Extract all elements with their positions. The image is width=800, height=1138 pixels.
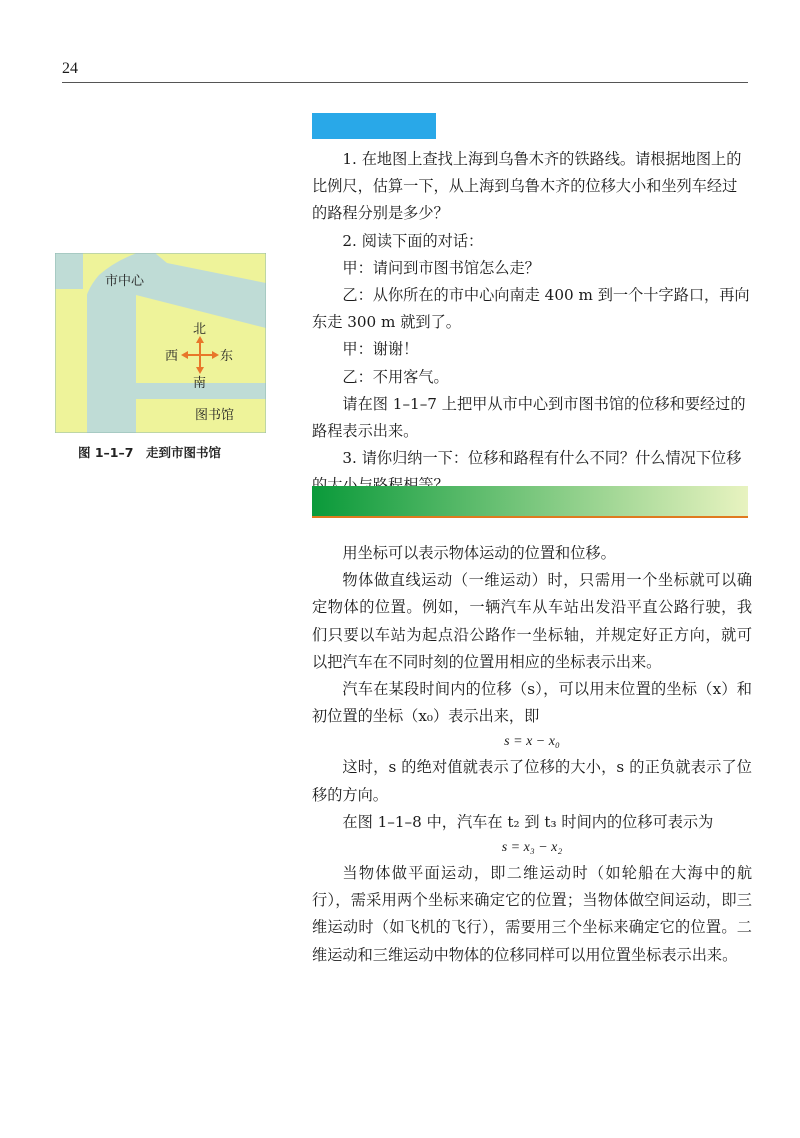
body-section [312,540,752,969]
dialogue-line: 乙：不用客气。 [342,367,449,386]
map-label-east: 东 [220,349,234,364]
body-paragraph: 汽车在某段时间内的位移（s），可以用末位置的坐标（x）和初位置的坐标（x₀）表示出来，即 [312,680,752,726]
body-paragraph: 在图 1–1–8 中，汽车在 t₂ 到 t₃ 时间内的位移可表示为 [342,812,714,831]
dialogue-line: 甲：谢谢！ [342,340,419,359]
figure-caption: 图 1–1–7 走到市图书馆 [78,445,221,460]
equation: s = x₃ − x₂ [501,840,563,856]
map-block-left [55,289,87,433]
map-illustration [55,253,266,433]
map-figure [55,253,266,433]
body-paragraph: 这时，s 的绝对值就表示了位移的大小，s 的正负就表示了位移的方向。 [312,758,752,804]
dialogue-line: 甲：请问到市图书馆怎么走？ [342,258,540,277]
activity-section [312,146,752,500]
section-header-rule [312,516,748,518]
map-label-city-center: 市中心 [105,274,145,289]
activity-item-2: 2. 阅读下面的对话： [342,231,484,250]
activity-item-1: 1. 在地图上查找上海到乌鲁木齐的铁路线。请根据地图上的比例尺，估算一下，从上海到乌鲁木齐的位移大小和坐列车经过的路程分别是多少？ [312,150,742,223]
equation: s = x − x₀ [504,734,560,750]
header-rule [62,82,748,83]
activity-item-3: 3. 请你归纳一下：位移和路程有什么不同？什么情况下位移 [342,449,742,468]
section-header-bar [312,486,748,516]
map-label-north: 北 [193,322,207,337]
dialogue-line: 乙：从你所在的市中心向南走 400 m 到一个十字路口，再向东走 300 m 就到了。 [312,286,750,332]
map-label-library: 图书馆 [195,408,235,423]
map-label-west: 西 [165,349,179,364]
body-paragraph: 物体做直线运动（一维运动）时，只需用一个坐标就可以确定物体的位置。例如，一辆汽车从车站出发沿平直公路行驶，我们只要以车站为起点沿公路作一坐标轴，并规定好正方向，就可以把汽车在不同时刻的位置用相应的坐标表示出来。 [312,571,752,671]
page-number: 24 [62,60,78,77]
activity-instruction: 请在图 1–1–7 上把甲从市中心到市图书馆的位移和要经过的路程表示出来。 [312,394,746,441]
activity-header-bar [312,113,436,139]
body-paragraph: 当物体做平面运动，即二维运动时（如轮船在大海中的航行），需采用两个坐标来确定它的位置；当物体做空间运动，即三维运动时（如飞机的飞行），需要用三个坐标来确定它的位置。二维运动和三维运动中物体的位移同样可以用位置坐标表示出来。 [312,864,752,964]
map-label-south: 南 [193,376,207,391]
body-paragraph: 用坐标可以表示物体运动的位置和位移。 [342,544,616,562]
